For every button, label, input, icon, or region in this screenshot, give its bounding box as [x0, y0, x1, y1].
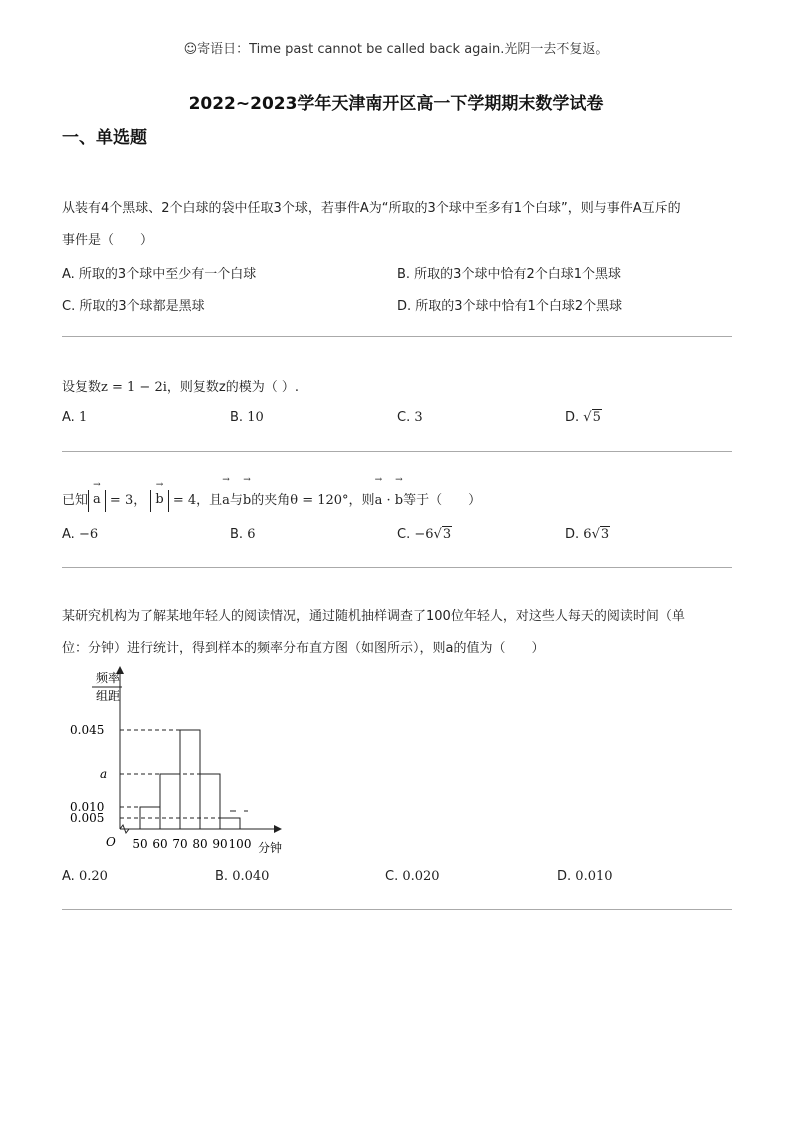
option-label: D.: [565, 527, 580, 542]
q3-then: ，则: [348, 493, 375, 508]
q3-option-c[interactable]: C. −6√3: [397, 527, 452, 542]
y-axis-label-top: 频率: [96, 671, 121, 685]
option-label: D.: [557, 869, 572, 884]
option-value: −6: [78, 527, 99, 542]
histogram-bar: [220, 818, 240, 829]
option-value: 0.010: [575, 869, 613, 884]
q3-prefix: 已知: [62, 493, 89, 508]
question-2-stem: [62, 372, 732, 404]
q2-suffix: ，则复数z的模为（ ）.: [166, 380, 299, 395]
motto: ☺寄语日：Time past cannot be called back again.光阴一去不复返。: [183, 42, 609, 57]
x-axis-label: 分钟: [258, 841, 283, 854]
y-tick-label: 0.005: [70, 811, 105, 825]
option-radicand: 3: [442, 527, 452, 542]
dot-operator: ·: [386, 493, 391, 508]
histogram-svg: [62, 664, 292, 854]
q3-tail: 等于（ ）: [403, 493, 482, 508]
q4-option-c[interactable]: [385, 869, 440, 884]
option-label: A.: [62, 527, 75, 542]
page-title: 2022~2023学年天津南开区高一下学期期末数学试卷: [188, 94, 604, 114]
x-tick-label: 80: [192, 837, 208, 851]
option-value: 6: [247, 527, 256, 542]
divider: [62, 909, 732, 910]
question-1-stem: [62, 193, 732, 257]
vector-b: → b: [243, 485, 251, 517]
option-label: B.: [230, 527, 244, 542]
option-label: C.: [385, 869, 399, 884]
q1-option-d[interactable]: D. 所取的3个球中恰有1个白球2个黑球: [397, 299, 623, 314]
q2-option-d[interactable]: D. √5: [565, 410, 601, 425]
x-tick-label: 60: [152, 837, 168, 851]
option-label: C.: [397, 527, 411, 542]
q2-prefix: 设复数: [62, 380, 102, 395]
option-value: 10: [247, 410, 264, 425]
histogram-bar: [180, 730, 200, 829]
question-1-line-1: 从装有4个黑球、2个白球的袋中任取3个球，若事件A为“所取的3个球中至多有1个白球”，则与事件A互斥的: [62, 201, 681, 216]
option-radicand: 5: [592, 410, 601, 425]
option-label: D.: [565, 410, 580, 425]
y-tick-label: 0.045: [70, 723, 105, 737]
option-label: B.: [230, 410, 244, 425]
option-value: 3: [414, 410, 423, 425]
question-3-stem: [62, 485, 732, 517]
option-value: 1: [78, 410, 88, 425]
question-4-stem: [62, 601, 732, 665]
q4-option-b[interactable]: [215, 869, 269, 884]
vector-b: → b: [395, 485, 403, 517]
y-tick-label: 0.010: [70, 800, 105, 814]
divider: [62, 451, 732, 452]
option-value: 0.20: [78, 869, 108, 884]
origin-label: O: [106, 835, 116, 849]
option-radicand: 3: [600, 527, 610, 542]
q2-expression: z = 1 − 2i: [101, 380, 167, 395]
vector-a: → a: [375, 485, 383, 517]
question-4-line-1: 某研究机构为了解某地年轻人的阅读情况，通过随机抽样调查了100位年轻人，对这些人每天的阅读时间（单: [62, 609, 685, 624]
option-value: 0.040: [232, 869, 270, 884]
q1-option-a[interactable]: A. 所取的3个球中至少有一个白球: [62, 267, 257, 282]
frequency-histogram: [62, 664, 292, 858]
histogram-bar: [160, 774, 180, 829]
x-tick-label: 100: [228, 837, 252, 851]
question-1-line-2: 事件是（ ）: [62, 233, 154, 248]
y-axis-label-bottom: 组距: [96, 689, 121, 703]
q3-and: 与: [229, 493, 243, 508]
option-value: 6: [583, 527, 592, 542]
option-label: A.: [62, 869, 75, 884]
x-tick-label: 50: [132, 837, 148, 851]
vector-a: → a: [93, 490, 101, 510]
option-value: 0.020: [402, 869, 440, 884]
q2-option-a[interactable]: [62, 410, 87, 425]
divider: [62, 567, 732, 568]
x-tick-label: 90: [212, 837, 228, 851]
y-tick-label: a: [100, 767, 108, 781]
option-label: C.: [397, 410, 411, 425]
option-value: −6: [414, 527, 434, 542]
q2-option-c[interactable]: [397, 410, 423, 425]
q1-option-b[interactable]: B. 所取的3个球中恰有2个白球1个黑球: [397, 267, 621, 282]
q3-option-d[interactable]: D. 6√3: [565, 527, 610, 542]
q4-option-d[interactable]: [557, 869, 613, 884]
x-axis-arrow: [274, 825, 282, 833]
q3-option-a[interactable]: [62, 527, 98, 542]
q2-option-b[interactable]: [230, 410, 264, 425]
q3-eq-4: = 4，且: [172, 493, 223, 508]
q4-option-a[interactable]: [62, 869, 108, 884]
histogram-bar: [200, 774, 220, 829]
vector-b: → b: [155, 490, 163, 510]
q3-angle: θ = 120°: [290, 493, 349, 508]
option-label: B.: [215, 869, 229, 884]
q3-eq-3: = 3，: [109, 493, 147, 508]
section-heading: 一、单选题: [62, 128, 147, 148]
q3-angle-text: 的夹角: [251, 493, 291, 508]
vector-a: → a: [222, 485, 230, 517]
q3-option-b[interactable]: [230, 527, 255, 542]
x-tick-label: 70: [172, 837, 188, 851]
divider: [62, 336, 732, 337]
question-4-line-2: 位：分钟）进行统计，得到样本的频率分布直方图（如图所示），则a的值为（ ）: [62, 641, 545, 656]
q1-option-c[interactable]: C. 所取的3个球都是黑球: [62, 299, 205, 314]
option-label: A.: [62, 410, 75, 425]
